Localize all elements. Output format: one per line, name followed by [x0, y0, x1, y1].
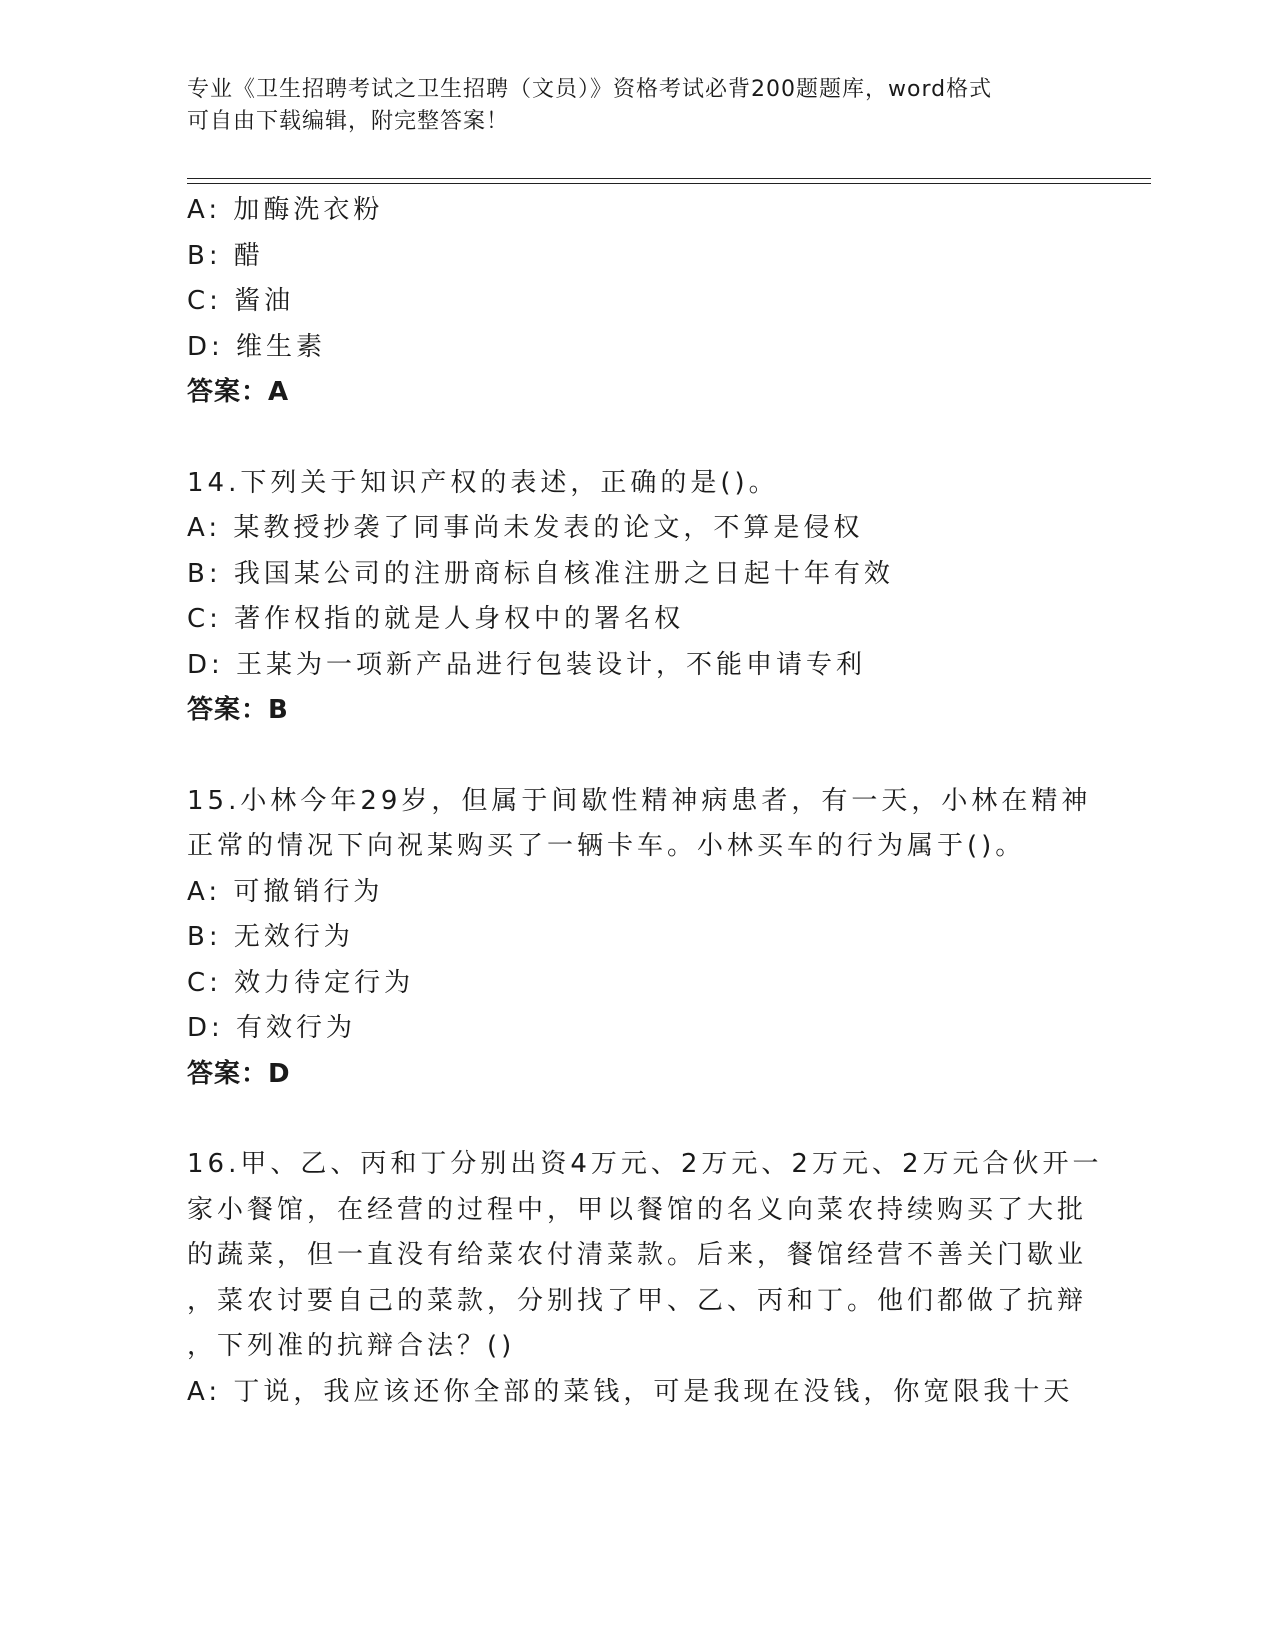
option-d: D: 维生素: [187, 331, 327, 362]
option-d: D: 有效行为: [187, 1013, 357, 1043]
question-16: [187, 1142, 1103, 1415]
option-b: B: 无效行为: [187, 922, 354, 952]
header-rule-top: [187, 178, 1151, 179]
question-list: [187, 188, 1103, 1415]
question-text-line-2: 家小餐馆，在经营的过程中，甲以餐馆的名义向菜农持续购买了大批: [187, 1194, 1088, 1225]
question-14: [187, 461, 1087, 734]
option-c: C: 酱油: [187, 286, 295, 316]
option-b: B: 我国某公司的注册商标自核准注册之日起十年有效: [187, 558, 894, 589]
option-a: A: 某教授抄袭了同事尚未发表的论文，不算是侵权: [187, 513, 864, 543]
document-header: [187, 74, 1087, 138]
answer-label: 答案：A: [187, 377, 290, 407]
spacer: [187, 416, 1087, 461]
option-c: C: 效力待定行为: [187, 967, 415, 998]
header-line-1: 专业《卫生招聘考试之卫生招聘（文员）》资格考试必背200题题库，word格式: [187, 77, 993, 102]
question-text-line-1: 15.小林今年29岁，但属于间歇性精神病患者，有一天，小林在精神: [187, 785, 1092, 816]
header-line-2: 可自由下载编辑，附完整答案！: [187, 109, 510, 134]
spacer: [187, 1097, 1087, 1142]
question-13: [187, 188, 1087, 416]
option-a: A: 加酶洗衣粉: [187, 195, 384, 225]
question-15: [187, 779, 1092, 1098]
question-text-line-2: 正常的情况下向祝某购买了一辆卡车。小林买车的行为属于()。: [187, 831, 1026, 861]
question-text-line-4: ，菜农讨要自己的菜款，分别找了甲、乙、丙和丁。他们都做了抗辩: [187, 1285, 1088, 1316]
question-text-line-5: ，下列准的抗辩合法？(): [187, 1331, 516, 1361]
option-d: D: 王某为一项新产品进行包装设计，不能申请专利: [187, 649, 867, 680]
option-a: A: 丁说，我应该还你全部的菜钱，可是我现在没钱，你宽限我十天: [187, 1376, 1074, 1407]
question-text: 14.下列关于知识产权的表述，正确的是()。: [187, 467, 779, 498]
answer-label: 答案：D: [187, 1058, 291, 1089]
option-c: C: 著作权指的就是人身权中的署名权: [187, 604, 685, 634]
option-a: A: 可撤销行为: [187, 876, 384, 907]
header-rule-bottom: [187, 183, 1151, 184]
question-text-line-1: 16.甲、乙、丙和丁分别出资4万元、2万元、2万元、2万元合伙开一: [187, 1149, 1103, 1179]
option-b: B: 醋: [187, 240, 264, 271]
answer-label: 答案：B: [187, 695, 289, 725]
question-text-line-3: 的蔬菜，但一直没有给菜农付清菜款。后来，餐馆经营不善关门歇业: [187, 1240, 1088, 1270]
spacer: [187, 734, 1087, 779]
